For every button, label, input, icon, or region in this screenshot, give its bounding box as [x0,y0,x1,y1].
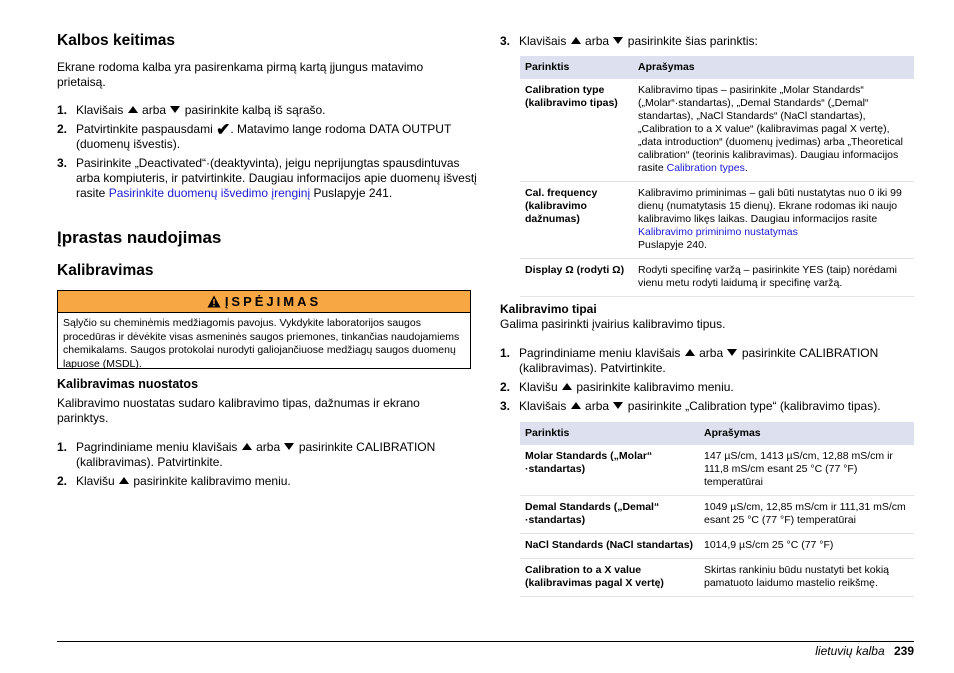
option-description: 1049 µS/cm, 12,85 mS/cm ir 111,31 mS/cm esant 25 °C (77 °F) temperatūrai [699,496,914,534]
option-description: Kalibravimo tipas – pasirinkite „Molar Standards“ („Molar“·standartas), „Demal Standards“ („Demal“ standartas), „NaCl Standards“ (NaCl standartas), „Calibration to a X value“ (kalibravimas pagal X vertę), „data introduction“ (duomenų įvedimas) arba „Theoretical calibration“ (teorinis kalibravimas). Daugiau informacijos rasite Calibration types. [633,79,914,182]
option-description: Kalibravimo priminimas – gali būti nustatytas nuo 0 iki 99 dienų (numatytasis 15 dienų). Ekrane rodomas iki naujo kalibravimo likęs laikas. Daugiau informacijos rasite Kalibravimo priminimo nustatymas Puslapyje 240. [633,182,914,259]
options-step [500,34,914,53]
arrow-down-icon [170,106,180,113]
column-header: Parinktis [520,422,699,445]
list-item: 3. Klavišais arba pasirinkite „Calibration type“ (kalibravimo tipas). [500,399,881,413]
arrow-up-icon [571,37,581,44]
warning-box [57,290,471,369]
list-item: 1. Pagrindiniame meniu klavišais arba pasirinkite CALIBRATION (kalibravimas). Patvirtinkite. [57,440,436,469]
warning-triangle-icon [207,295,221,308]
list-item: 1. Klavišais arba pasirinkite kalbą iš sąrašo. [57,103,326,117]
arrow-up-icon [242,443,252,450]
arrow-down-icon [727,349,737,356]
column-header: Aprašymas [633,56,914,79]
list-item: 2. Klavišu pasirinkite kalibravimo meniu. [500,380,734,394]
table-row [520,559,914,597]
arrow-down-icon [284,443,294,450]
subsection-title-calibration-types: Kalibravimo tipai [500,302,597,316]
column-header: Parinktis [520,56,633,79]
arrow-up-icon [685,349,695,356]
table-row [520,496,914,534]
subsection-title-calibration-settings: Kalibravimas nuostatos [57,377,199,391]
arrow-up-icon [119,477,129,484]
warning-header [58,291,470,313]
page-number: 239 [893,644,914,658]
calibration-types-table [520,422,914,597]
table-row [520,534,914,559]
arrow-down-icon [613,402,623,409]
link-calibration-reminder[interactable]: Kalibravimo priminimo nustatymas [638,226,798,238]
paragraph-language: Ekrane rodoma kalba yra pasirenkama pirmą kartą įjungus matavimo prietaisą. [57,60,424,89]
list-item: 3. Pasirinkite „Deactivated“·(deaktyvinta), jeigu neprijungtas spausdintuvas arba kompiuteris, ir patvirtinkite. Daugiau informacijos apie duomenų išvestį rasite Pasirinkite duomenų išvedimo įrenginį Puslapyje 241. [57,156,477,200]
checkmark-icon: ✔ [216,120,231,139]
arrow-up-icon [562,383,572,390]
page-footer [815,644,914,659]
option-description: 1014,9 µS/cm 25 °C (77 °F) [699,534,914,559]
options-table [520,56,914,297]
warning-text: Sąlyčio su cheminėmis medžiagomis pavojus. Vykdykite laboratorijos saugos procedūras ir dėvėkite visas asmeninės saugos priemones, tinkančias naudojamiems chemikalams. Saugos protokolai nurodyti galiojančiuose medžiagų saugos duomenų lapuose (MSDL). [63,317,460,370]
list-item: 3. Klavišais arba pasirinkite šias parinktis: [500,34,758,48]
footer-language: lietuvių kalba [815,644,885,658]
warning-title: ĮSPĖJIMAS [224,294,322,309]
option-name: Display Ω (rodyti Ω) [520,259,633,297]
footer-divider [57,641,914,642]
paragraph-calibration-types: Galima pasirinkti įvairius kalibravimo tipus. [500,317,726,331]
option-name: Calibration type (kalibravimo tipas) [520,79,633,182]
option-name: Cal. frequency (kalibravimo dažnumas) [520,182,633,259]
calibration-settings-steps [57,440,477,493]
section-title-normal-use: Įprastas naudojimas [57,228,222,247]
arrow-up-icon [128,106,138,113]
table-header-row [520,56,914,79]
link-data-output-device[interactable]: Pasirinkite duomenų išvedimo įrenginį [108,186,311,200]
link-calibration-types[interactable]: Calibration types [666,162,745,174]
option-description: Rodyti specifinę varžą – pasirinkite YES (taip) norėdami vienu metu rodyti laidumą ir specifinę varžą. [633,259,914,297]
option-name: Calibration to a X value (kalibravimas pagal X vertę) [520,559,699,597]
column-header: Aprašymas [699,422,914,445]
table-row [520,259,914,297]
paragraph-calibration-settings: Kalibravimo nuostatas sudaro kalibravimo tipas, dažnumas ir ekrano parinktys. [57,396,420,425]
section-title-language: Kalbos keitimas [57,32,176,49]
option-name: Molar Standards („Molar“ ·standartas) [520,445,699,496]
option-name: Demal Standards („Demal“ ·standartas) [520,496,699,534]
list-item: 1. Pagrindiniame meniu klavišais arba pasirinkite CALIBRATION (kalibravimas). Patvirtinkite. [500,346,879,375]
arrow-up-icon [571,402,581,409]
table-row [520,79,914,182]
table-row [520,182,914,259]
section-title-calibration: Kalibravimas [57,262,154,279]
language-steps [57,103,477,205]
table-row [520,445,914,496]
list-item: 2. Klavišu pasirinkite kalibravimo meniu. [57,474,291,488]
arrow-down-icon [613,37,623,44]
calibration-types-steps [500,346,914,418]
option-name: NaCl Standards (NaCl standartas) [520,534,699,559]
list-item: 2. Patvirtinkite paspausdami ✔. Matavimo lange rodoma DATA OUTPUT (duomenų išvestis). [57,120,452,151]
table-header-row [520,422,914,445]
option-description: 147 µS/cm, 1413 µS/cm, 12,88 mS/cm ir 111,8 mS/cm esant 25 °C (77 °F) temperatūrai [699,445,914,496]
option-description: Skirtas rankiniu būdu nustatyti bet kokią pamatuoto laidumo mastelio reikšmę. [699,559,914,597]
